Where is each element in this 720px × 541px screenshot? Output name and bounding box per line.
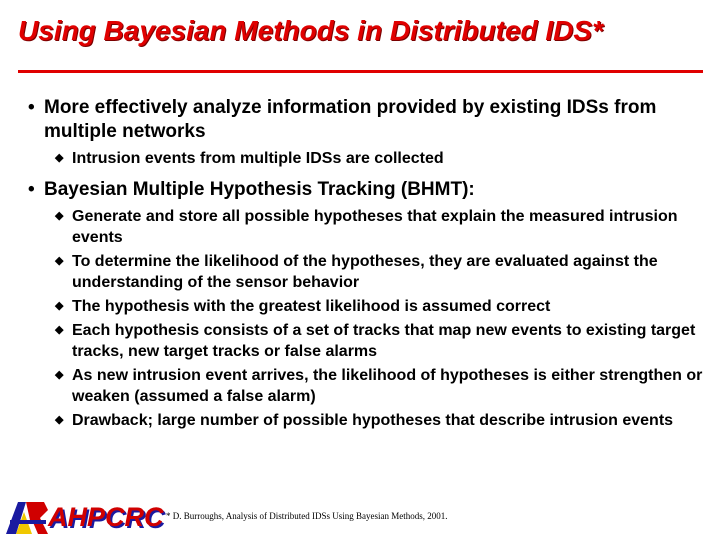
slide-body	[24, 96, 714, 434]
sub-bullet-1-1	[24, 148, 714, 169]
diamond-bullet-icon: ◆	[55, 300, 64, 312]
sub-bullet-2-5-text: As new intrusion event arrives, the likelihood of hypotheses is either strengthen or weaken (assumed a false alarm)	[72, 367, 703, 405]
bullet-dot-icon: •	[28, 179, 35, 200]
sub-bullet-2-6-text: Drawback; large number of possible hypotheses that describe intrusion events	[72, 412, 674, 429]
logo-text: AHPCRC	[48, 502, 164, 532]
sub-bullet-1-1-text: Intrusion events from multiple IDSs are collected	[72, 150, 444, 167]
sub-bullet-2-5	[24, 365, 714, 407]
ahpcrc-emblem-icon	[4, 500, 52, 536]
bullet-1-text: More effectively analyze information provided by existing IDSs from multiple networks	[44, 97, 657, 142]
title-divider	[18, 70, 703, 73]
sub-bullet-2-1-text: Generate and store all possible hypotheses that explain the measured intrusion events	[72, 208, 678, 246]
sub-bullet-2-3-text: The hypothesis with the greatest likelihood is assumed correct	[72, 298, 551, 315]
footnote-citation: * D. Burroughs, Analysis of Distributed IDSs Using Bayesian Methods, 2001.	[166, 511, 448, 521]
sub-bullet-2-6	[24, 410, 714, 431]
diamond-bullet-icon: ◆	[55, 210, 64, 222]
bullet-2	[24, 178, 714, 202]
diamond-bullet-icon: ◆	[55, 414, 64, 426]
sub-bullet-2-2	[24, 251, 714, 293]
ahpcrc-logo	[4, 500, 164, 536]
sub-bullet-2-1	[24, 206, 714, 248]
diamond-bullet-icon: ◆	[55, 152, 64, 164]
sub-bullet-2-2-text: To determine the likelihood of the hypotheses, they are evaluated against the understanding of the sensor behavior	[72, 253, 658, 291]
bullet-2-text: Bayesian Multiple Hypothesis Tracking (BHMT):	[44, 179, 475, 200]
slide-title: Using Bayesian Methods in Distributed IDS*	[18, 15, 603, 46]
sub-bullet-2-4	[24, 320, 714, 362]
diamond-bullet-icon: ◆	[55, 255, 64, 267]
bullet-dot-icon: •	[28, 97, 35, 118]
bullet-1	[24, 96, 714, 144]
sub-bullet-2-3	[24, 296, 714, 317]
sub-bullet-2-4-text: Each hypothesis consists of a set of tracks that map new events to existing target tracks, new target tracks or false alarms	[72, 322, 696, 360]
diamond-bullet-icon: ◆	[55, 324, 64, 336]
diamond-bullet-icon: ◆	[55, 369, 64, 381]
